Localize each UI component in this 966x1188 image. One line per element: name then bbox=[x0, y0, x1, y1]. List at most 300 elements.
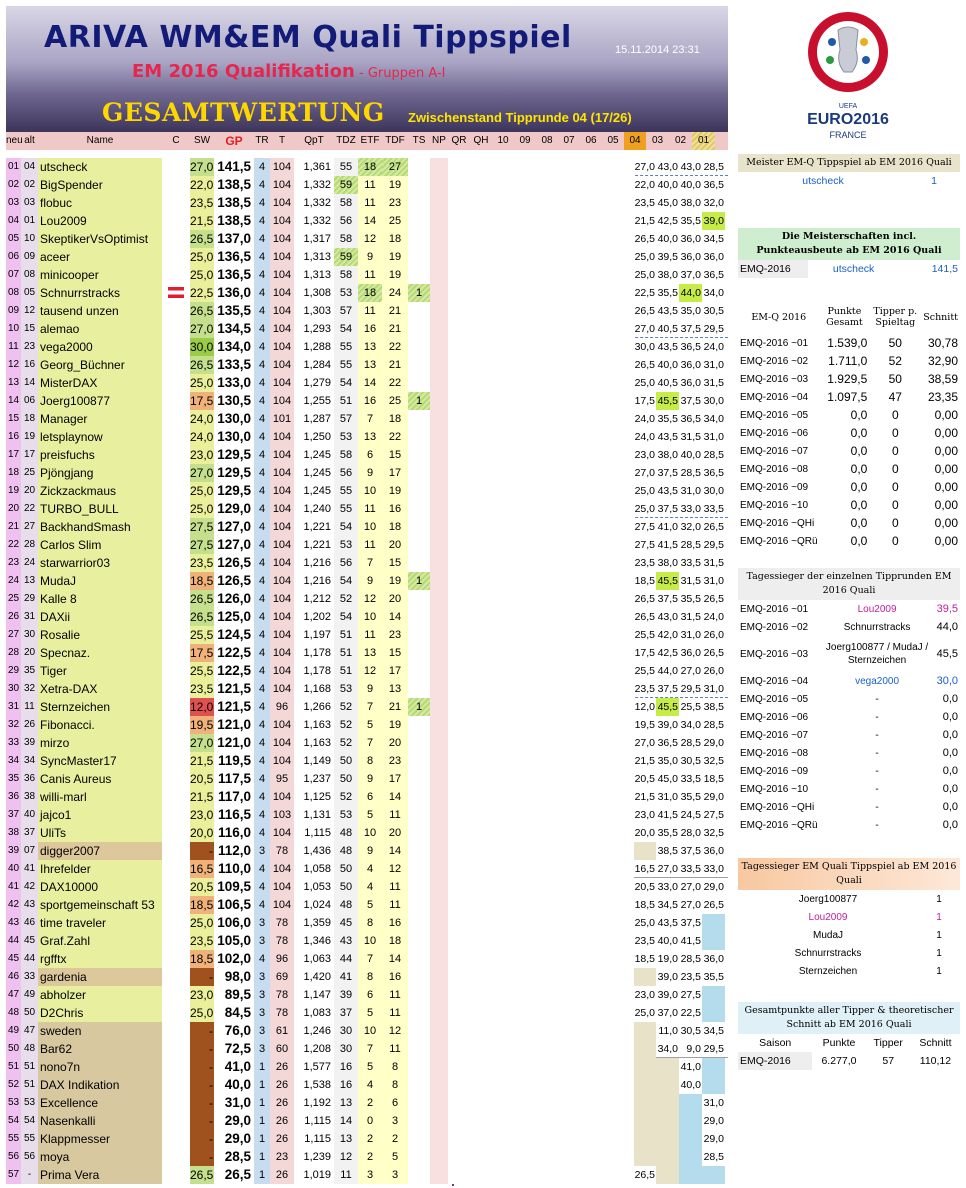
rounds-gap bbox=[448, 1004, 634, 1022]
ts-value bbox=[408, 536, 430, 554]
player-name: Tiger bbox=[38, 662, 162, 680]
round-03-value: 38,0 bbox=[657, 269, 678, 281]
qpt-value: 1,538 bbox=[294, 1076, 334, 1094]
tse-count: 1 bbox=[936, 893, 942, 905]
ts-round: EMQ-2016 ~06 bbox=[740, 711, 809, 723]
rank-old: 14 bbox=[21, 374, 38, 392]
round-02-value: 38,0 bbox=[680, 197, 701, 209]
ts-value bbox=[408, 806, 430, 824]
ts-value bbox=[408, 1058, 430, 1076]
qpt-value: 1,083 bbox=[294, 1004, 334, 1022]
etf-value: 9 bbox=[358, 842, 382, 860]
country bbox=[162, 230, 190, 248]
ts-value bbox=[408, 860, 430, 878]
tdf-value: 11 bbox=[382, 896, 408, 914]
round-01-value: 36,5 bbox=[703, 179, 724, 191]
meister-count: 1 bbox=[931, 175, 937, 187]
round-03-value: 40,0 bbox=[657, 359, 678, 371]
np-cell bbox=[430, 1148, 448, 1166]
etf-value: 5 bbox=[358, 1004, 382, 1022]
round-03-value: 42,0 bbox=[657, 629, 678, 641]
qpt-value: 1,216 bbox=[294, 572, 334, 590]
t-value: 104 bbox=[270, 662, 294, 680]
t-value: 26 bbox=[270, 1076, 294, 1094]
rank-new: 12 bbox=[6, 356, 21, 374]
etf-value: 8 bbox=[358, 752, 382, 770]
gp-value: 116,5 bbox=[214, 806, 254, 824]
ts-winner: - bbox=[875, 693, 879, 705]
rank-new: 28 bbox=[6, 644, 21, 662]
tse-count: 1 bbox=[936, 947, 942, 959]
rounds-gap bbox=[448, 1076, 634, 1094]
qpt-value: 1,255 bbox=[294, 392, 334, 410]
country bbox=[162, 302, 190, 320]
player-name: Prima Vera bbox=[38, 1166, 162, 1184]
rank-new: 05 bbox=[6, 230, 21, 248]
ts-points: 0,0 bbox=[942, 729, 958, 741]
rank-old: 08 bbox=[21, 266, 38, 284]
round-03-value: 45,5 bbox=[656, 698, 679, 716]
round-03-value: 43,5 bbox=[657, 305, 678, 317]
tdz-value: 54 bbox=[334, 320, 358, 338]
emq-avg: 0,00 bbox=[934, 498, 958, 512]
rounds-gap bbox=[448, 968, 634, 986]
qpt-value: 1,216 bbox=[294, 554, 334, 572]
etf-value: 10 bbox=[358, 482, 382, 500]
table-row bbox=[6, 608, 728, 626]
tr-value: 4 bbox=[254, 608, 270, 626]
np-cell bbox=[430, 608, 448, 626]
round-01-value: 28,5 bbox=[703, 161, 724, 173]
sw-value: 17,5 bbox=[190, 646, 214, 660]
qpt-value: 1,163 bbox=[294, 716, 334, 734]
tdf-value: 23 bbox=[382, 752, 408, 770]
column-header-08: 08 bbox=[541, 135, 553, 146]
etf-value: 9 bbox=[358, 464, 382, 482]
sw-value: 16,5 bbox=[190, 862, 214, 876]
tr-value: 4 bbox=[254, 374, 270, 392]
player-name: Carlos Slim bbox=[38, 536, 162, 554]
etf-value: 11 bbox=[358, 500, 382, 518]
country bbox=[162, 752, 190, 770]
tdf-value: 11 bbox=[382, 878, 408, 896]
player-name: willi-marl bbox=[38, 788, 162, 806]
round-03-value: 40,0 bbox=[657, 233, 678, 245]
player-name: Bar62 bbox=[38, 1040, 162, 1058]
tr-value: 4 bbox=[254, 554, 270, 572]
gp-value: 122,5 bbox=[214, 644, 254, 662]
np-cell bbox=[430, 878, 448, 896]
country bbox=[162, 464, 190, 482]
rounds-gap bbox=[448, 518, 634, 536]
ts-value bbox=[408, 500, 430, 518]
round-01-value: 34,5 bbox=[703, 233, 724, 245]
sw-value: 25,5 bbox=[190, 628, 214, 642]
player-name: Rosalie bbox=[38, 626, 162, 644]
gp-value: 134,5 bbox=[214, 320, 254, 338]
round-02-value: 36,0 bbox=[680, 233, 701, 245]
tr-value: 3 bbox=[254, 1004, 270, 1022]
gp-value: 117,0 bbox=[214, 788, 254, 806]
column-header-gp: GP bbox=[225, 134, 243, 148]
round-02-value: 40,0 bbox=[680, 449, 701, 461]
round-02-value: 27,5 bbox=[680, 989, 701, 1001]
rounds-gap bbox=[448, 320, 634, 338]
player-name: Kalle 8 bbox=[38, 590, 162, 608]
sw-value: 27,0 bbox=[190, 736, 214, 750]
qpt-value: 1,063 bbox=[294, 950, 334, 968]
qpt-value: 1,147 bbox=[294, 986, 334, 1004]
round-01-value bbox=[702, 1076, 725, 1094]
column-header-neu: neu bbox=[6, 135, 23, 146]
t-value: 104 bbox=[270, 284, 294, 302]
round-02-value: 34,0 bbox=[680, 719, 701, 731]
gp-value: 130,0 bbox=[214, 428, 254, 446]
round-01-value: 26,5 bbox=[703, 647, 724, 659]
rounds-gap bbox=[448, 536, 634, 554]
player-name: jajco1 bbox=[38, 806, 162, 824]
emq-round: EMQ-2016 ~03 bbox=[740, 373, 809, 385]
tdz-value: 16 bbox=[334, 1058, 358, 1076]
rank-old: 28 bbox=[21, 536, 38, 554]
round-01-value: 28,5 bbox=[703, 449, 724, 461]
tagessieger-row bbox=[738, 690, 960, 708]
round-01-value: 30,5 bbox=[703, 305, 724, 317]
round-01-value: 31,0 bbox=[703, 1097, 724, 1109]
t-value: 104 bbox=[270, 644, 294, 662]
emq-tipper: 47 bbox=[888, 390, 902, 404]
gp-value: 116,0 bbox=[214, 824, 254, 842]
emq-row bbox=[738, 478, 960, 496]
gp-value: 130,5 bbox=[214, 392, 254, 410]
t-value: 104 bbox=[270, 536, 294, 554]
tdf-value: 18 bbox=[382, 230, 408, 248]
qpt-value: 1,168 bbox=[294, 680, 334, 698]
ts-value bbox=[408, 1076, 430, 1094]
country bbox=[162, 1058, 190, 1076]
round-01-value: 24,0 bbox=[703, 611, 724, 623]
tdz-value: 55 bbox=[334, 500, 358, 518]
tr-value: 4 bbox=[254, 716, 270, 734]
round-01-value: 29,0 bbox=[703, 881, 724, 893]
austria-flag-icon bbox=[162, 284, 190, 302]
t-value: 95 bbox=[270, 770, 294, 788]
ts-value bbox=[408, 914, 430, 932]
tse-count: 1 bbox=[936, 929, 942, 941]
qpt-value: 1,019 bbox=[294, 1166, 334, 1184]
tagessieger-em-row bbox=[738, 962, 960, 980]
rank-old: 39 bbox=[21, 734, 38, 752]
tdf-value: 16 bbox=[382, 500, 408, 518]
rank-new: 29 bbox=[6, 662, 21, 680]
tse-name: MudaJ bbox=[812, 929, 843, 941]
table-row bbox=[6, 968, 728, 986]
tr-value: 4 bbox=[254, 536, 270, 554]
round-04-value bbox=[634, 1040, 656, 1058]
logo-country-text: FRANCE bbox=[829, 130, 867, 140]
qpt-value: 1,577 bbox=[294, 1058, 334, 1076]
player-name: letsplaynow bbox=[38, 428, 162, 446]
sw-value: 27,5 bbox=[190, 520, 214, 534]
rounds-gap bbox=[448, 194, 634, 212]
round-03-value: 40,5 bbox=[657, 377, 678, 389]
round-04-value: 25,5 bbox=[634, 629, 655, 641]
rank-old: 29 bbox=[21, 590, 38, 608]
tagessieger-row bbox=[738, 780, 960, 798]
qpt-value: 1,131 bbox=[294, 806, 334, 824]
ts-value bbox=[408, 608, 430, 626]
round-04-value: 21,5 bbox=[634, 791, 655, 803]
table-row bbox=[6, 446, 728, 464]
etf-value: 7 bbox=[358, 950, 382, 968]
tr-value: 4 bbox=[254, 680, 270, 698]
sw-value: 25,0 bbox=[190, 268, 214, 282]
score-table-panel bbox=[6, 6, 728, 1186]
country bbox=[162, 428, 190, 446]
country bbox=[162, 356, 190, 374]
gp-value: 130,0 bbox=[214, 410, 254, 428]
tr-value: 3 bbox=[254, 1022, 270, 1040]
etf-value: 14 bbox=[358, 212, 382, 230]
tagessieger-row bbox=[738, 708, 960, 726]
ts-points: 0,0 bbox=[942, 747, 958, 759]
tagessieger-em-row bbox=[738, 944, 960, 962]
tagessieger-row bbox=[738, 600, 960, 618]
gp-value: 28,5 bbox=[214, 1148, 254, 1166]
round-03-value bbox=[656, 1076, 679, 1094]
t-value: 26 bbox=[270, 1094, 294, 1112]
rank-old: 50 bbox=[21, 1004, 38, 1022]
rounds-gap bbox=[448, 1022, 634, 1040]
tdz-value: 14 bbox=[334, 1112, 358, 1130]
gp-value: 105,0 bbox=[214, 932, 254, 950]
emq-avg: 30,78 bbox=[927, 336, 958, 350]
tdz-value: 51 bbox=[334, 662, 358, 680]
rank-new: 14 bbox=[6, 392, 21, 410]
emq-tipper: 0 bbox=[891, 480, 899, 494]
round-04-value bbox=[634, 1058, 656, 1076]
sw-value: - bbox=[190, 968, 214, 986]
etf-value: 13 bbox=[358, 644, 382, 662]
tdf-value: 23 bbox=[382, 194, 408, 212]
t-value: 78 bbox=[270, 914, 294, 932]
tdz-value: 53 bbox=[334, 680, 358, 698]
rank-new: 22 bbox=[6, 536, 21, 554]
t-value: 78 bbox=[270, 932, 294, 950]
table-row bbox=[6, 212, 728, 230]
etf-value: 11 bbox=[358, 626, 382, 644]
np-cell bbox=[430, 374, 448, 392]
gp-value: 127,0 bbox=[214, 518, 254, 536]
country bbox=[162, 1130, 190, 1148]
gp-value: 126,5 bbox=[214, 572, 254, 590]
np-cell bbox=[430, 302, 448, 320]
tdz-value: 52 bbox=[334, 590, 358, 608]
t-value: 104 bbox=[270, 230, 294, 248]
country bbox=[162, 590, 190, 608]
t-value: 104 bbox=[270, 788, 294, 806]
emq-row bbox=[738, 442, 960, 460]
qpt-value: 1,240 bbox=[294, 500, 334, 518]
rank-new: 55 bbox=[6, 1130, 21, 1148]
emq-row bbox=[738, 334, 960, 352]
emq-round: EMQ-2016 ~01 bbox=[740, 337, 809, 349]
qpt-value: 1,149 bbox=[294, 752, 334, 770]
qpt-value: 1,178 bbox=[294, 644, 334, 662]
rank-old: 56 bbox=[21, 1148, 38, 1166]
t-value: 104 bbox=[270, 176, 294, 194]
tdf-value: 14 bbox=[382, 608, 408, 626]
rank-old: 41 bbox=[21, 860, 38, 878]
sw-value: 26,5 bbox=[190, 304, 214, 318]
qpt-value: 1,287 bbox=[294, 410, 334, 428]
rank-new: 44 bbox=[6, 932, 21, 950]
round-04-value bbox=[634, 1130, 656, 1148]
round-03-value bbox=[656, 1112, 679, 1130]
np-cell bbox=[430, 590, 448, 608]
tr-value: 4 bbox=[254, 662, 270, 680]
ts-winner: - bbox=[875, 765, 879, 777]
rank-old: 46 bbox=[21, 914, 38, 932]
sw-value: 20,5 bbox=[190, 880, 214, 894]
tdf-value: 19 bbox=[382, 572, 408, 590]
round-03-value: 35,5 bbox=[657, 287, 678, 299]
gesamtpunkte-title: Gesamtpunkte aller Tipper & theoretischer Schnitt ab EM 2016 Quali bbox=[738, 1002, 960, 1034]
rank-old: 31 bbox=[21, 608, 38, 626]
round-01-value: 30,0 bbox=[703, 485, 724, 497]
tdz-value: 37 bbox=[334, 1004, 358, 1022]
round-01-value: 33,5 bbox=[703, 503, 724, 515]
rank-new: 24 bbox=[6, 572, 21, 590]
t-value: 26 bbox=[270, 1058, 294, 1076]
table-row bbox=[6, 374, 728, 392]
t-value: 104 bbox=[270, 824, 294, 842]
tr-value: 4 bbox=[254, 896, 270, 914]
player-name: digger2007 bbox=[38, 842, 162, 860]
rank-new: 10 bbox=[6, 320, 21, 338]
qpt-value: 1,284 bbox=[294, 356, 334, 374]
page-title: ARIVA WM&EM Quali Tippspiel bbox=[44, 20, 572, 55]
t-value: 104 bbox=[270, 896, 294, 914]
rounds-gap bbox=[448, 1130, 634, 1148]
tdf-value: 25 bbox=[382, 392, 408, 410]
tdz-value: 51 bbox=[334, 644, 358, 662]
round-03-value: 42,5 bbox=[657, 215, 678, 227]
column-header-sw: SW bbox=[193, 135, 211, 146]
ts-value bbox=[408, 266, 430, 284]
tr-value: 4 bbox=[254, 626, 270, 644]
np-cell bbox=[430, 806, 448, 824]
tdf-value: 21 bbox=[382, 320, 408, 338]
ts-round: EMQ-2016 ~QHi bbox=[740, 801, 815, 813]
round-02-value: 25,5 bbox=[680, 701, 701, 713]
player-name: tausend unzen bbox=[38, 302, 162, 320]
tdf-value: 19 bbox=[382, 266, 408, 284]
country bbox=[162, 860, 190, 878]
ts-value bbox=[408, 644, 430, 662]
rounds-gap bbox=[448, 572, 634, 590]
table-row bbox=[6, 896, 728, 914]
ts-round: EMQ-2016 ~03 bbox=[740, 648, 809, 660]
qpt-value: 1,359 bbox=[294, 914, 334, 932]
round-02-value: 23,5 bbox=[680, 971, 701, 983]
round-01-value: 32,5 bbox=[703, 755, 724, 767]
rounds-gap bbox=[448, 662, 634, 680]
etf-value: 10 bbox=[358, 824, 382, 842]
round-01-value: 34,0 bbox=[703, 413, 724, 425]
sw-value: 24,0 bbox=[190, 430, 214, 444]
table-row bbox=[6, 770, 728, 788]
emq-points: 0,0 bbox=[850, 480, 868, 494]
round-04-value bbox=[634, 1076, 656, 1094]
country bbox=[162, 194, 190, 212]
emq-avg: 23,35 bbox=[927, 390, 958, 404]
etf-value: 5 bbox=[358, 896, 382, 914]
tagessieger-row bbox=[738, 798, 960, 816]
round-01-value bbox=[702, 1058, 725, 1076]
qpt-value: 1,221 bbox=[294, 518, 334, 536]
player-name: DAXii bbox=[38, 608, 162, 626]
country bbox=[162, 770, 190, 788]
gp-value: 119,5 bbox=[214, 752, 254, 770]
rank-old: 30 bbox=[21, 626, 38, 644]
rank-old: 15 bbox=[21, 320, 38, 338]
tr-value: 4 bbox=[254, 464, 270, 482]
sw-value: 27,0 bbox=[190, 322, 214, 336]
country bbox=[162, 824, 190, 842]
etf-value: 16 bbox=[358, 320, 382, 338]
np-cell bbox=[430, 896, 448, 914]
rank-new: 36 bbox=[6, 788, 21, 806]
round-04-value: 24,0 bbox=[634, 413, 655, 425]
qpt-value: 1,115 bbox=[294, 824, 334, 842]
etf-value: 7 bbox=[358, 698, 382, 716]
tagessieger-body bbox=[738, 600, 960, 834]
qpt-value: 1,245 bbox=[294, 482, 334, 500]
tr-value: 3 bbox=[254, 968, 270, 986]
table-row bbox=[6, 518, 728, 536]
ts-value bbox=[408, 824, 430, 842]
round-01-value: 33,0 bbox=[703, 863, 724, 875]
sw-value: - bbox=[190, 1022, 214, 1040]
emq-stats-body bbox=[738, 334, 960, 550]
gp-value: 41,0 bbox=[214, 1058, 254, 1076]
rank-new: 35 bbox=[6, 770, 21, 788]
column-header-etf: ETF bbox=[360, 135, 380, 146]
player-name: mirzo bbox=[38, 734, 162, 752]
round-01-value bbox=[702, 914, 725, 932]
rank-new: 06 bbox=[6, 248, 21, 266]
tr-value: 4 bbox=[254, 248, 270, 266]
rounds-gap bbox=[448, 464, 634, 482]
ts-value bbox=[408, 230, 430, 248]
gp-punkte: 6.277,0 bbox=[821, 1055, 857, 1067]
round-01-value: 36,5 bbox=[703, 269, 724, 281]
ts-points: 0,0 bbox=[942, 693, 958, 705]
tdf-value: 24 bbox=[382, 284, 408, 302]
gp-value: 125,0 bbox=[214, 608, 254, 626]
column-header-t: T bbox=[278, 135, 286, 146]
round-04-value: 24,0 bbox=[634, 431, 655, 443]
round-03-value: 40,5 bbox=[657, 323, 678, 335]
round-01-value: 32,5 bbox=[703, 827, 724, 839]
sw-value: 27,0 bbox=[190, 466, 214, 480]
ts-round: EMQ-2016 ~05 bbox=[740, 693, 809, 705]
round-04-value: 12,0 bbox=[634, 701, 655, 713]
rank-new: 23 bbox=[6, 554, 21, 572]
rank-old: 51 bbox=[21, 1076, 38, 1094]
t-value: 104 bbox=[270, 680, 294, 698]
